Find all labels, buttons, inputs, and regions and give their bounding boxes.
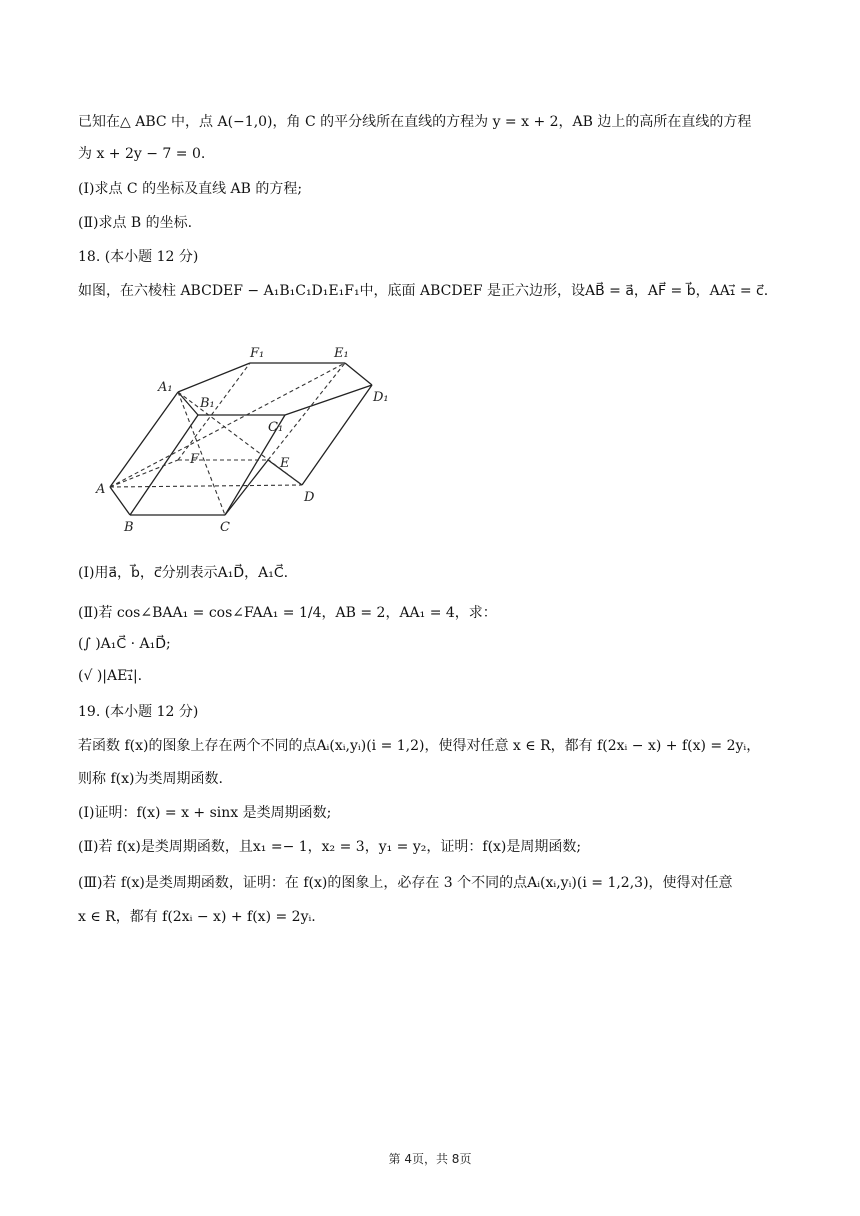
p19-header: 19. (本小题 12 分): [78, 704, 199, 720]
p18-sub2: (√ )|AE₁⃗|.: [78, 668, 143, 684]
edge-E1D1: [345, 363, 372, 385]
p18-intro: 如图，在六棱柱 ABCDEF − A₁B₁C₁D₁E₁F₁中，底面 ABCDEF 是正六边形，设AB⃗ = a⃗，AF⃗ = b⃗，AA₁⃗ = c⃗.: [78, 283, 769, 299]
diagonal-AE1: [110, 363, 345, 487]
p19-part1: (Ⅰ)证明：f(x) = x + sinx 是类周期函数;: [78, 805, 332, 821]
p17-part1: (Ⅰ)求点 C 的坐标及直线 AB 的方程;: [78, 181, 303, 197]
edge-A1F1: [178, 363, 250, 392]
label-F: F: [190, 452, 200, 467]
diagonal-AD: [110, 485, 302, 487]
p17-part2: (Ⅱ)求点 B 的坐标.: [78, 215, 193, 231]
label-D1: D₁: [373, 390, 389, 405]
label-B1: B₁: [200, 396, 215, 411]
label-C: C: [220, 520, 230, 535]
label-D: D: [304, 490, 315, 505]
edge-AA1: [110, 392, 178, 487]
hexagonal-prism-diagram: [90, 335, 400, 535]
p19-part3-line1: (Ⅲ)若 f(x)是类周期函数，证明：在 f(x)的图象上，必存在 3 个不同的点Aᵢ(xᵢ,yᵢ)(i = 1,2,3)，使得对任意: [78, 875, 733, 891]
p17-statement-line1: 已知在△ ABC 中，点 A(−1,0)，角 C 的平分线所在直线的方程为 y = x + 2，AB 边上的高所在直线的方程: [78, 114, 752, 130]
p18-part1: (Ⅰ)用a⃗，b⃗，c⃗分别表示A₁D⃗，A₁C⃗.: [78, 565, 289, 581]
label-A1: A₁: [158, 380, 173, 395]
p18-part2: (Ⅱ)若 cos∠BAA₁ = cos∠FAA₁ = 1/4，AB = 2，AA₁ = 4，求：: [78, 605, 497, 621]
p18-header: 18. (本小题 12 分): [78, 249, 199, 265]
hexagonal-prism-figure: [90, 335, 400, 535]
label-F1: F₁: [250, 346, 265, 361]
label-E: E: [280, 456, 290, 471]
label-E1: E₁: [334, 346, 349, 361]
p18-sub1: (∫ )A₁C⃗ · A₁D⃗;: [78, 636, 171, 652]
hidden-edge-EE1: [268, 363, 345, 460]
p19-part3-line2: x ∈ R，都有 f(2xᵢ − x) + f(x) = 2yᵢ.: [78, 909, 316, 925]
page-footer: 第 4页，共 8页: [388, 1152, 472, 1166]
label-A: A: [96, 482, 106, 497]
p19-intro-line2: 则称 f(x)为类周期函数.: [78, 771, 223, 787]
label-B: B: [124, 520, 134, 535]
p17-statement-line2: 为 x + 2y − 7 = 0.: [78, 146, 206, 162]
label-C1: C₁: [268, 420, 284, 435]
edge-C1D1: [285, 385, 372, 415]
p19-intro-line1: 若函数 f(x)的图象上存在两个不同的点Aᵢ(xᵢ,yᵢ)(i = 1,2)，使得对任意 x ∈ R，都有 f(2xᵢ − x) + f(x) = 2yᵢ，: [78, 738, 761, 754]
edge-AB: [110, 487, 130, 515]
edge-A1B1: [178, 392, 198, 415]
edge-CE-face: [225, 460, 268, 515]
edge-DD1: [302, 385, 372, 485]
p19-part2: (Ⅱ)若 f(x)是类周期函数，且x₁ =− 1，x₂ = 3，y₁ = y₂，证明：f(x)是周期函数;: [78, 839, 582, 855]
